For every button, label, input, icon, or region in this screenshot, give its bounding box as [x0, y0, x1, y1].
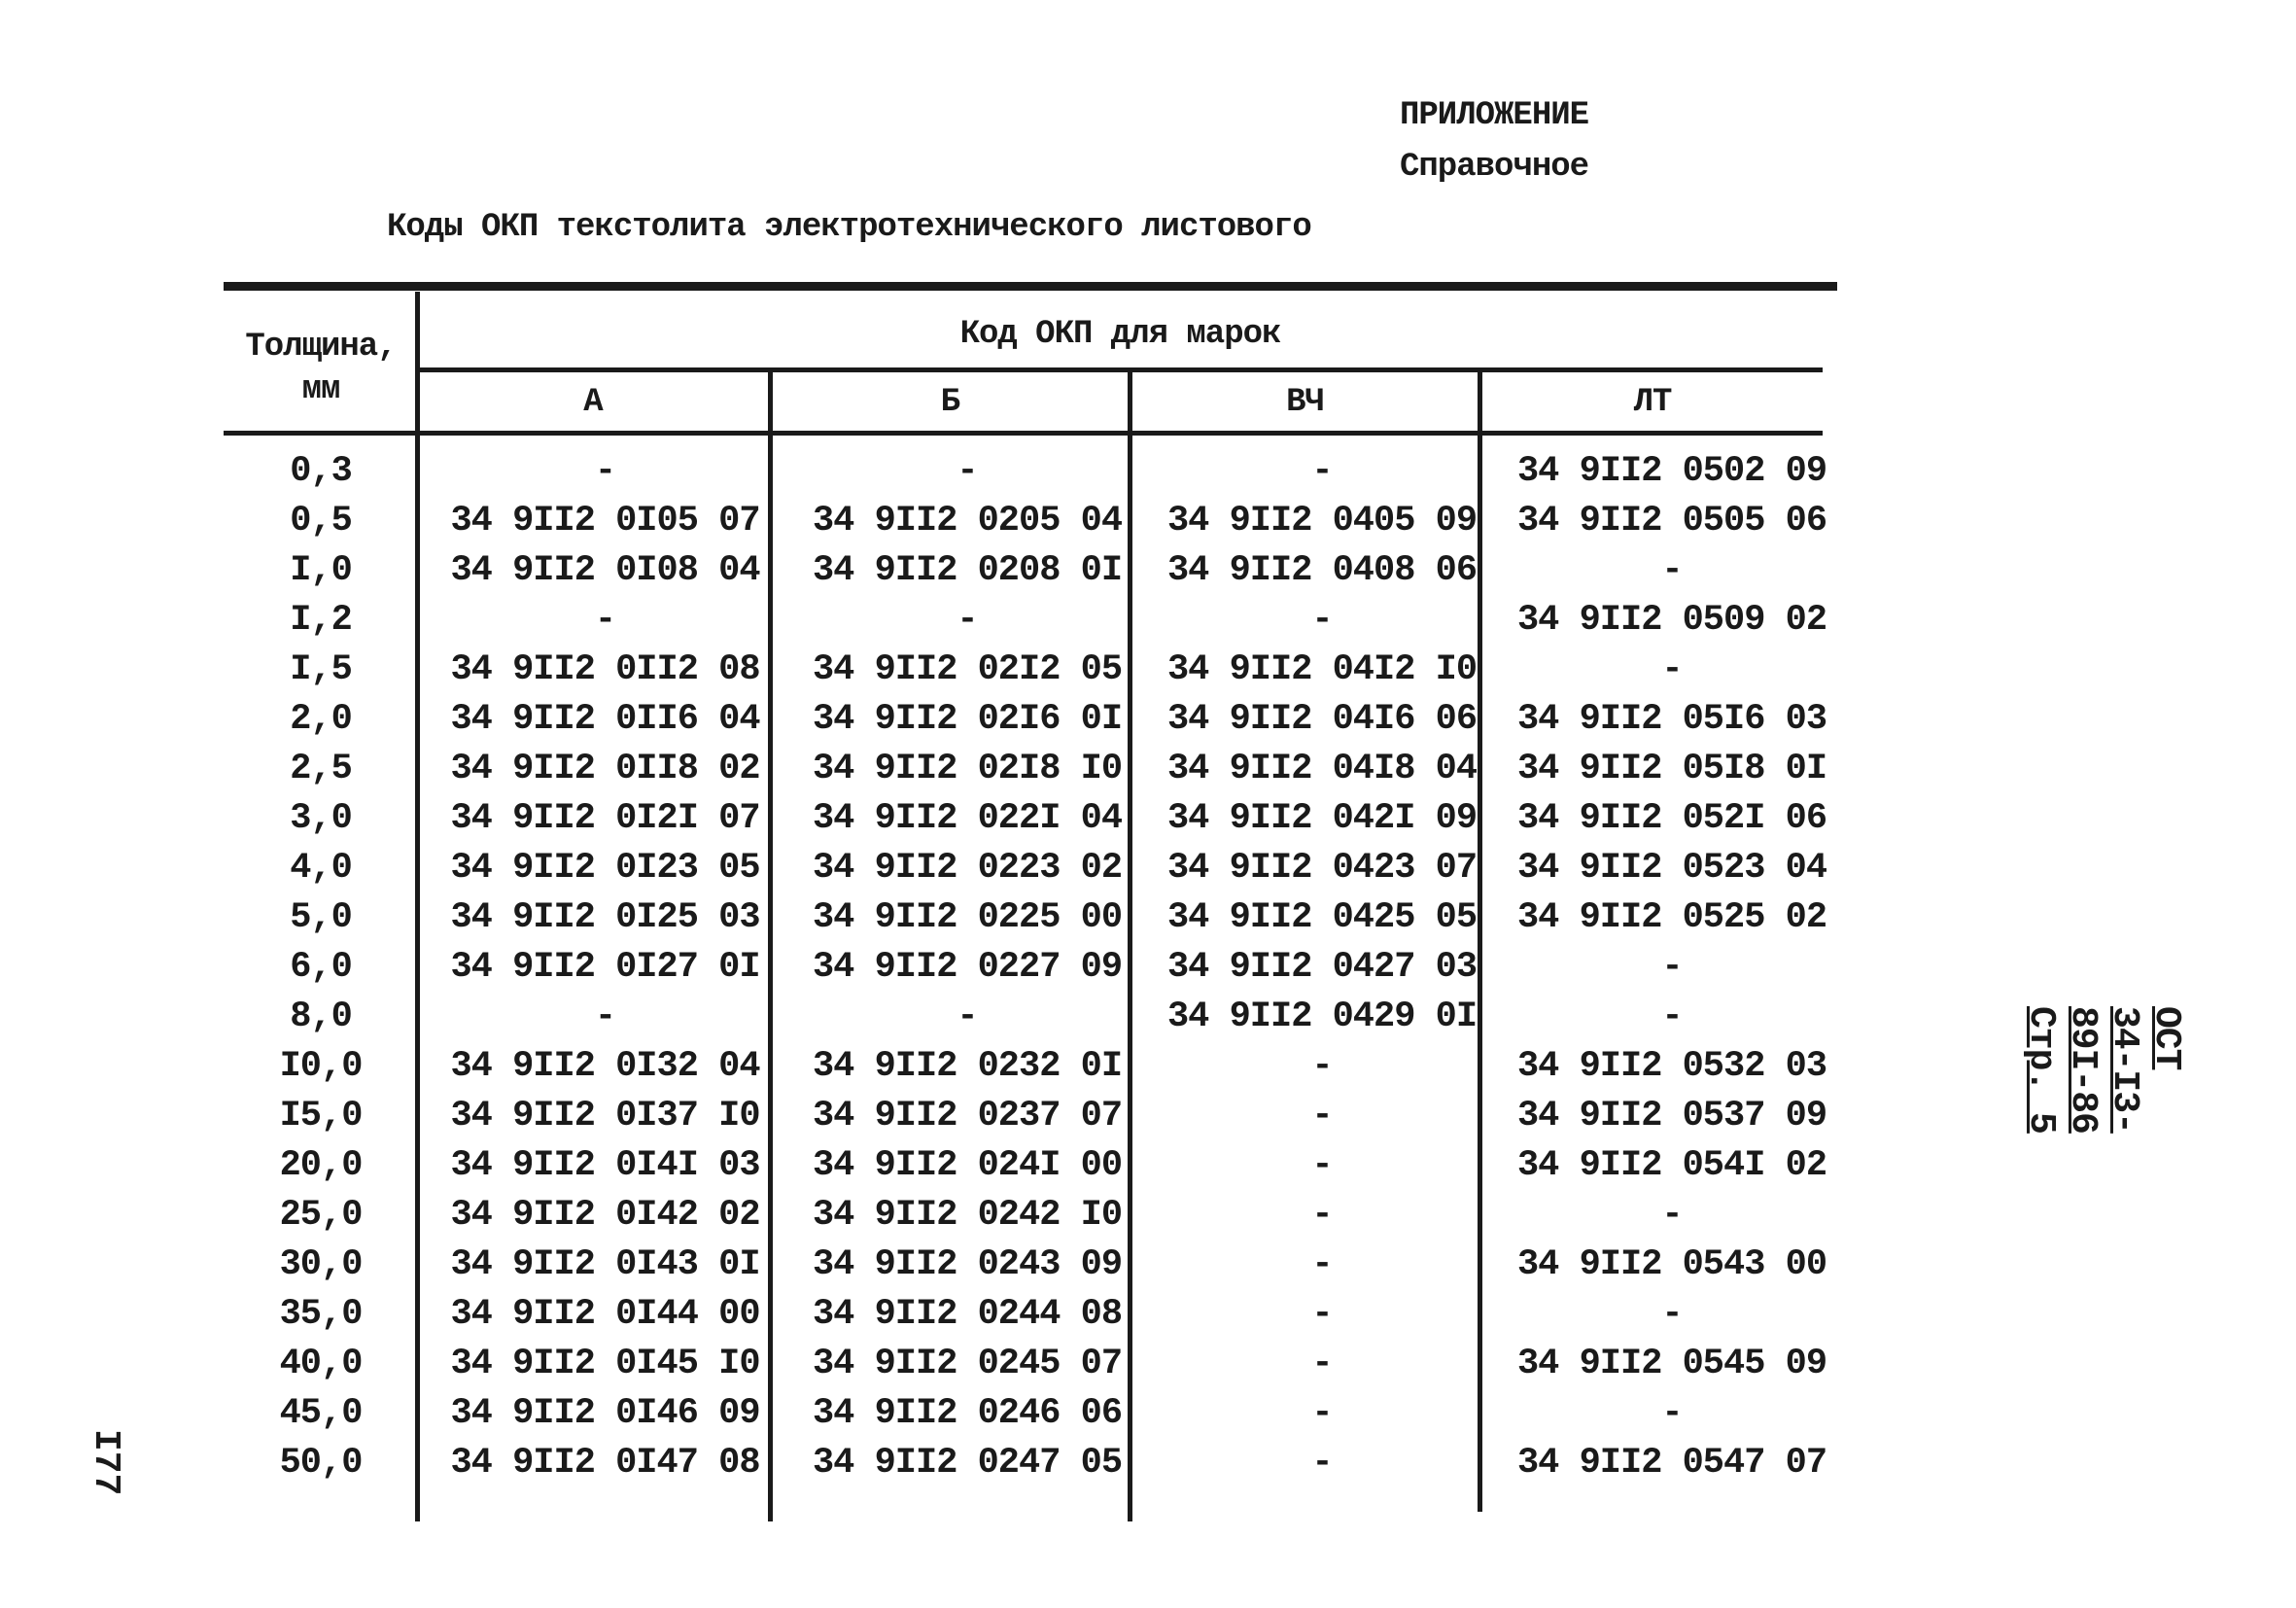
cell-grade-a: 34 9II2 0I2I 07	[450, 798, 760, 839]
cell-grade-vch: -	[1311, 451, 1333, 492]
cell-grade-vch: -	[1311, 1244, 1333, 1285]
cell-grade-vch: 34 9II2 0427 03	[1166, 947, 1478, 988]
table-row	[224, 1290, 1837, 1340]
cell-grade-vch: -	[1311, 1195, 1333, 1236]
cell-grade-b: 34 9II2 0227 09	[812, 947, 1123, 988]
cell-thickness: 0,3	[290, 451, 352, 492]
cell-grade-lt: -	[1661, 947, 1683, 988]
cell-thickness: 3,0	[290, 798, 352, 839]
cell-grade-lt: 34 9II2 0505 06	[1516, 501, 1827, 542]
table-row	[224, 695, 1837, 745]
cell-thickness: I,2	[290, 600, 352, 641]
cell-grade-lt: 34 9II2 05I8 0I	[1516, 749, 1827, 789]
cell-thickness: 5,0	[290, 897, 352, 938]
table-row	[224, 646, 1837, 695]
table-row	[224, 546, 1837, 596]
appendix-label: ПРИЛОЖЕНИЕ	[1400, 97, 1589, 134]
cell-grade-lt: 34 9II2 052I 06	[1516, 798, 1827, 839]
table-body	[224, 447, 1837, 1488]
cell-grade-b: -	[957, 451, 978, 492]
cell-grade-vch: -	[1311, 1443, 1333, 1484]
cell-grade-lt: 34 9II2 0532 03	[1516, 1046, 1827, 1087]
cell-grade-vch: 34 9II2 042I 09	[1166, 798, 1478, 839]
cell-grade-a: 34 9II2 0I45 I0	[450, 1344, 760, 1384]
cell-thickness: 20,0	[279, 1145, 363, 1186]
cell-grade-b: 34 9II2 024I 00	[812, 1145, 1123, 1186]
header-bottom-rule	[224, 431, 1823, 436]
cell-thickness: 45,0	[279, 1393, 363, 1434]
cell-thickness: 4,0	[290, 848, 352, 889]
cell-thickness: I,5	[290, 649, 352, 690]
cell-grade-a: 34 9II2 0I46 09	[450, 1393, 760, 1434]
table-row	[224, 1092, 1837, 1141]
cell-grade-b: -	[957, 600, 978, 641]
cell-grade-a: 34 9II2 0II2 08	[450, 649, 760, 690]
cell-grade-b: 34 9II2 02I8 I0	[812, 749, 1123, 789]
table-row	[224, 943, 1837, 993]
cell-grade-lt: 34 9II2 0509 02	[1516, 600, 1827, 641]
table-top-rule	[224, 282, 1837, 291]
cell-thickness: 2,5	[290, 749, 352, 789]
cell-grade-vch: 34 9II2 0423 07	[1166, 848, 1478, 889]
table-row	[224, 447, 1837, 497]
cell-grade-b: 34 9II2 0244 08	[812, 1294, 1123, 1335]
group-header-rule	[418, 367, 1823, 372]
cell-grade-lt: 34 9II2 0525 02	[1516, 897, 1827, 938]
cell-grade-a: 34 9II2 0I43 0I	[450, 1244, 760, 1285]
cell-grade-vch: 34 9II2 0425 05	[1166, 897, 1478, 938]
table-row	[224, 1389, 1837, 1439]
cell-thickness: I,0	[290, 550, 352, 591]
cell-grade-vch: -	[1311, 1344, 1333, 1384]
cell-thickness: I5,0	[279, 1096, 363, 1136]
cell-grade-b: 34 9II2 0243 09	[812, 1244, 1123, 1285]
cell-grade-lt: 34 9II2 0523 04	[1516, 848, 1827, 889]
appendix-type: Справочное	[1400, 149, 1589, 186]
table-row	[224, 1042, 1837, 1092]
table-row	[224, 1340, 1837, 1389]
cell-grade-vch: 34 9II2 0408 06	[1166, 550, 1478, 591]
page-number: I77	[85, 1429, 126, 1496]
cell-grade-lt: 34 9II2 05I6 03	[1516, 699, 1827, 740]
table-row	[224, 1141, 1837, 1191]
cell-grade-b: 34 9II2 022I 04	[812, 798, 1123, 839]
cell-grade-vch: -	[1311, 1294, 1333, 1335]
cell-grade-vch: 34 9II2 04I2 I0	[1166, 649, 1478, 690]
cell-grade-b: 34 9II2 02I6 0I	[812, 699, 1123, 740]
cell-thickness: 8,0	[290, 996, 352, 1037]
cell-grade-a: 34 9II2 0I42 02	[450, 1195, 760, 1236]
table-row	[224, 1241, 1837, 1290]
cell-thickness: 2,0	[290, 699, 352, 740]
okp-codes-table	[224, 282, 1837, 1526]
cell-grade-vch: 34 9II2 04I8 04	[1166, 749, 1478, 789]
cell-grade-b: 34 9II2 0242 I0	[812, 1195, 1123, 1236]
cell-grade-a: 34 9II2 0II6 04	[450, 699, 760, 740]
column-header-b: Б	[940, 384, 960, 421]
cell-grade-lt: -	[1661, 996, 1683, 1037]
cell-grade-a: 34 9II2 0II8 02	[450, 749, 760, 789]
cell-grade-b: 34 9II2 0208 0I	[812, 550, 1123, 591]
table-row	[224, 1191, 1837, 1241]
cell-grade-lt: -	[1661, 649, 1683, 690]
thickness-header	[224, 326, 418, 411]
column-header-a: А	[583, 384, 603, 421]
cell-grade-b: 34 9II2 0246 06	[812, 1393, 1123, 1434]
cell-grade-a: -	[594, 451, 616, 492]
cell-thickness: 30,0	[279, 1244, 363, 1285]
document-code-stamp: ОСТ 34-I3-89I-86 Стр. 5	[2020, 1006, 2187, 1134]
cell-thickness: 25,0	[279, 1195, 363, 1236]
cell-grade-a: 34 9II2 0I08 04	[450, 550, 760, 591]
cell-grade-a: 34 9II2 0I25 03	[450, 897, 760, 938]
cell-grade-vch: -	[1311, 1145, 1333, 1186]
cell-grade-lt: 34 9II2 0547 07	[1516, 1443, 1827, 1484]
cell-grade-a: 34 9II2 0I27 0I	[450, 947, 760, 988]
table-row	[224, 1439, 1837, 1488]
group-header: Код ОКП для марок	[959, 316, 1281, 353]
table-row	[224, 993, 1837, 1042]
column-header-vch: ВЧ	[1286, 384, 1324, 421]
cell-grade-lt: 34 9II2 0545 09	[1516, 1344, 1827, 1384]
cell-grade-lt: -	[1661, 1393, 1683, 1434]
cell-grade-a: -	[594, 996, 616, 1037]
thickness-header-line1: Толщина,	[245, 329, 397, 366]
thickness-header-line2: мм	[301, 371, 340, 408]
cell-thickness: 35,0	[279, 1294, 363, 1335]
column-header-lt: ЛТ	[1633, 384, 1672, 421]
cell-thickness: 6,0	[290, 947, 352, 988]
cell-grade-vch: -	[1311, 1393, 1333, 1434]
cell-grade-lt: 34 9II2 0543 00	[1516, 1244, 1827, 1285]
cell-grade-lt: -	[1661, 550, 1683, 591]
cell-grade-vch: -	[1311, 1096, 1333, 1136]
cell-grade-b: 34 9II2 0205 04	[812, 501, 1123, 542]
cell-thickness: I0,0	[279, 1046, 363, 1087]
cell-thickness: 40,0	[279, 1344, 363, 1384]
table-row	[224, 745, 1837, 794]
table-row	[224, 794, 1837, 844]
page-title: Коды ОКП текстолита электротехнического листового	[387, 209, 1311, 246]
cell-thickness: 50,0	[279, 1443, 363, 1484]
cell-grade-b: 34 9II2 0245 07	[812, 1344, 1123, 1384]
cell-grade-b: -	[957, 996, 978, 1037]
cell-grade-vch: -	[1311, 1046, 1333, 1087]
cell-grade-a: 34 9II2 0I37 I0	[450, 1096, 760, 1136]
cell-grade-vch: 34 9II2 0429 0I	[1166, 996, 1478, 1037]
cell-grade-a: 34 9II2 0I05 07	[450, 501, 760, 542]
cell-grade-a: 34 9II2 0I47 08	[450, 1443, 760, 1484]
cell-thickness: 0,5	[290, 501, 352, 542]
cell-grade-b: 34 9II2 0237 07	[812, 1096, 1123, 1136]
cell-grade-a: 34 9II2 0I44 00	[450, 1294, 760, 1335]
cell-grade-a: 34 9II2 0I23 05	[450, 848, 760, 889]
cell-grade-b: 34 9II2 02I2 05	[812, 649, 1123, 690]
cell-grade-a: 34 9II2 0I32 04	[450, 1046, 760, 1087]
cell-grade-a: -	[594, 600, 616, 641]
cell-grade-vch: 34 9II2 04I6 06	[1166, 699, 1478, 740]
table-row	[224, 893, 1837, 943]
cell-grade-a: 34 9II2 0I4I 03	[450, 1145, 760, 1186]
cell-grade-lt: -	[1661, 1195, 1683, 1236]
table-row	[224, 844, 1837, 893]
cell-grade-lt: 34 9II2 054I 02	[1516, 1145, 1827, 1186]
cell-grade-vch: 34 9II2 0405 09	[1166, 501, 1478, 542]
cell-grade-b: 34 9II2 0232 0I	[812, 1046, 1123, 1087]
table-row	[224, 596, 1837, 646]
cell-grade-b: 34 9II2 0247 05	[812, 1443, 1123, 1484]
cell-grade-b: 34 9II2 0225 00	[812, 897, 1123, 938]
cell-grade-lt: -	[1661, 1294, 1683, 1335]
cell-grade-b: 34 9II2 0223 02	[812, 848, 1123, 889]
cell-grade-vch: -	[1311, 600, 1333, 641]
table-row	[224, 497, 1837, 546]
cell-grade-lt: 34 9II2 0502 09	[1516, 451, 1827, 492]
cell-grade-lt: 34 9II2 0537 09	[1516, 1096, 1827, 1136]
